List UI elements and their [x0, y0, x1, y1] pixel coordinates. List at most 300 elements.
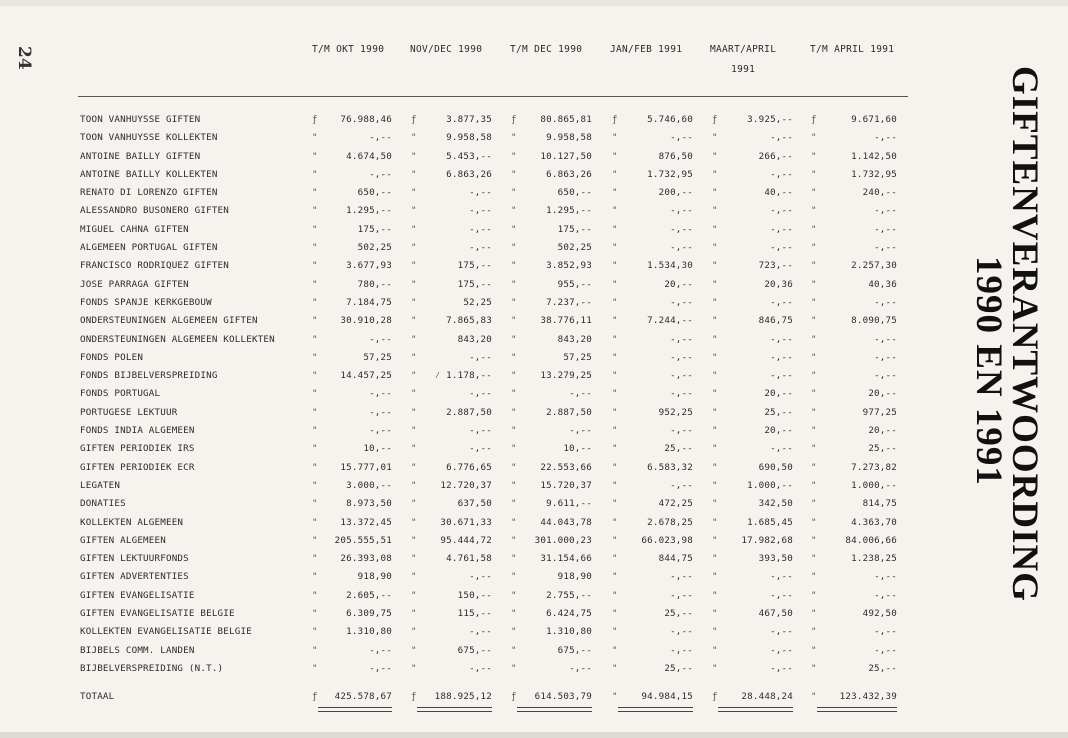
table-row — [0, 626, 1000, 644]
row-label: GIFTEN ADVERTENTIES — [80, 571, 189, 583]
cell-value: -,-- — [469, 662, 492, 674]
cell-value: -,-- — [670, 425, 693, 437]
row-label: FRANCISCO RODRIQUEZ GIFTEN — [80, 260, 230, 272]
cell-value: -,-- — [369, 168, 392, 180]
currency-mark: " — [411, 260, 417, 272]
cell-value: 1.310,80 — [546, 626, 592, 638]
table-row — [0, 663, 1000, 681]
cell-value: -,-- — [874, 223, 897, 235]
cell-value: 40,36 — [868, 278, 897, 290]
currency-mark: " — [712, 278, 718, 290]
cell-value: -,-- — [469, 425, 492, 437]
cell-value: 3.000,-- — [346, 479, 392, 491]
cell-value: 22.553,66 — [540, 461, 592, 473]
currency-mark: " — [411, 425, 417, 437]
currency-mark: " — [612, 187, 618, 199]
cell-value: 1.238,25 — [851, 553, 897, 565]
currency-mark: " — [811, 498, 817, 510]
cell-value: 10.127,50 — [540, 150, 592, 162]
currency-mark: " — [712, 187, 718, 199]
cell-value: 17.982,68 — [741, 534, 793, 546]
currency-mark: " — [612, 278, 618, 290]
cell-value: -,-- — [469, 443, 492, 455]
currency-mark: " — [411, 242, 417, 254]
currency-mark: " — [411, 516, 417, 528]
bottom-edge — [0, 732, 1068, 738]
cell-value: 843,20 — [457, 333, 492, 345]
currency-mark: " — [811, 479, 817, 491]
currency-mark: " — [612, 571, 618, 583]
cell-value: 675,-- — [457, 644, 492, 656]
cell-value: 502,25 — [357, 242, 392, 254]
currency-mark: " — [612, 132, 618, 144]
cell-value: -,-- — [670, 333, 693, 345]
currency-mark: " — [612, 205, 618, 217]
header-rule — [78, 96, 908, 97]
cell-value: 1.000,-- — [747, 479, 793, 491]
cell-value: 614.503,79 — [534, 691, 592, 703]
currency-mark: " — [811, 132, 817, 144]
cell-value: -,-- — [469, 351, 492, 363]
currency-mark: ƒ — [411, 691, 417, 703]
table-row — [0, 370, 1000, 388]
currency-mark: " — [511, 132, 517, 144]
cell-value: 13.372,45 — [340, 516, 392, 528]
cell-value: 9.958,58 — [546, 132, 592, 144]
currency-mark: " — [411, 388, 417, 400]
cell-value: -,-- — [874, 370, 897, 382]
currency-mark: " — [312, 132, 318, 144]
table-row — [0, 407, 1000, 425]
double-underline — [417, 707, 492, 712]
currency-mark: " — [411, 150, 417, 162]
currency-mark: ƒ — [712, 114, 718, 125]
cell-value: -,-- — [670, 223, 693, 235]
currency-mark: " — [411, 589, 417, 601]
currency-mark: " — [511, 534, 517, 546]
currency-mark: " — [712, 662, 718, 674]
currency-mark: " — [712, 260, 718, 272]
row-label: GIFTEN EVANGELISATIE BELGIE — [80, 608, 235, 620]
cell-value: -,-- — [369, 662, 392, 674]
cell-value: 2.887,50 — [546, 406, 592, 418]
currency-mark: " — [511, 662, 517, 674]
cell-value: 14.457,25 — [340, 370, 392, 382]
currency-mark: " — [411, 608, 417, 620]
cell-value: 175,-- — [457, 278, 492, 290]
currency-mark: " — [612, 516, 618, 528]
cell-value: 780,-- — [357, 278, 392, 290]
table-row — [0, 480, 1000, 498]
cell-value: 9.958,58 — [446, 132, 492, 144]
cell-value: 25,-- — [764, 406, 793, 418]
row-label: KOLLEKTEN ALGEMEEN — [80, 516, 184, 528]
cell-value: 955,-- — [557, 278, 592, 290]
currency-mark: " — [811, 388, 817, 400]
cell-value: 1.295,-- — [546, 205, 592, 217]
side-title-line-1: GIFTENVERANTWOORDING — [1004, 66, 1045, 602]
cell-value: -,-- — [874, 351, 897, 363]
table-row — [0, 443, 1000, 461]
cell-value: 1.310,80 — [346, 626, 392, 638]
row-label: FONDS PORTUGAL — [80, 388, 161, 400]
currency-mark: " — [312, 626, 318, 638]
currency-mark: " — [312, 443, 318, 455]
cell-value: 6.863,26 — [546, 168, 592, 180]
currency-mark: " — [511, 223, 517, 235]
cell-value: -,-- — [874, 333, 897, 345]
currency-mark: " — [511, 571, 517, 583]
currency-mark: " — [411, 296, 417, 308]
total-row — [0, 691, 1000, 709]
currency-mark: " — [411, 461, 417, 473]
cell-value: 7.237,-- — [546, 296, 592, 308]
currency-mark: " — [511, 626, 517, 638]
currency-mark: " — [511, 370, 517, 382]
currency-mark: " — [712, 333, 718, 345]
cell-value: -,-- — [770, 223, 793, 235]
cell-value: 57,25 — [363, 351, 392, 363]
currency-mark: " — [712, 425, 718, 437]
cell-value: 4.674,50 — [346, 150, 392, 162]
currency-mark: " — [612, 691, 618, 703]
currency-mark: " — [612, 351, 618, 363]
cell-value: -,-- — [770, 351, 793, 363]
currency-mark: " — [811, 626, 817, 638]
table-row — [0, 498, 1000, 516]
row-label: ALGEMEEN PORTUGAL GIFTEN — [80, 242, 218, 254]
currency-mark: " — [312, 260, 318, 272]
cell-value: 20,-- — [664, 278, 693, 290]
currency-mark: " — [511, 296, 517, 308]
currency-mark: " — [411, 370, 417, 382]
cell-value: -,-- — [670, 626, 693, 638]
cell-value: 76.988,46 — [340, 114, 392, 125]
row-label: RENATO DI LORENZO GIFTEN — [80, 187, 218, 199]
cell-value: 393,50 — [758, 553, 793, 565]
currency-mark: " — [312, 406, 318, 418]
cell-value: -,-- — [369, 406, 392, 418]
currency-mark: " — [811, 242, 817, 254]
row-label: GIFTEN EVANGELISATIE — [80, 589, 195, 601]
currency-mark: " — [411, 534, 417, 546]
cell-value: ⁄ 1.178,-- — [434, 370, 492, 382]
currency-mark: " — [811, 691, 817, 703]
cell-value: 9.611,-- — [546, 498, 592, 510]
currency-mark: ƒ — [712, 691, 718, 703]
cell-value: -,-- — [670, 296, 693, 308]
cell-value: -,-- — [874, 205, 897, 217]
cell-value: -,-- — [770, 242, 793, 254]
currency-mark: " — [511, 553, 517, 565]
cell-value: 2.755,-- — [546, 589, 592, 601]
currency-mark: " — [511, 425, 517, 437]
table-body — [0, 114, 1000, 710]
currency-mark: " — [312, 388, 318, 400]
cell-value: -,-- — [874, 589, 897, 601]
row-label: GIFTEN PERIODIEK IRS — [80, 443, 195, 455]
currency-mark: " — [511, 479, 517, 491]
row-label: GIFTEN LEKTUURFONDS — [80, 553, 189, 565]
cell-value: 9.671,60 — [851, 114, 897, 125]
table-row — [0, 462, 1000, 480]
cell-value: 650,-- — [357, 187, 392, 199]
cell-value: 15.720,37 — [540, 479, 592, 491]
cell-value: -,-- — [670, 644, 693, 656]
cell-value: 1.295,-- — [346, 205, 392, 217]
currency-mark: " — [712, 150, 718, 162]
cell-value: 38.776,11 — [540, 315, 592, 327]
currency-mark: " — [811, 168, 817, 180]
currency-mark: " — [811, 315, 817, 327]
cell-value: 690,50 — [758, 461, 793, 473]
currency-mark: " — [511, 168, 517, 180]
cell-value: 2.678,25 — [647, 516, 693, 528]
currency-mark: " — [712, 223, 718, 235]
table-row — [0, 114, 1000, 132]
currency-mark: " — [712, 168, 718, 180]
cell-value: -,-- — [874, 644, 897, 656]
cell-value: 6.424,75 — [546, 608, 592, 620]
currency-mark: " — [712, 626, 718, 638]
cell-value: 342,50 — [758, 498, 793, 510]
cell-value: 20,36 — [764, 278, 793, 290]
currency-mark: " — [612, 370, 618, 382]
cell-value: 57,25 — [563, 351, 592, 363]
cell-value: -,-- — [874, 626, 897, 638]
cell-value: 1.000,-- — [851, 479, 897, 491]
cell-value: -,-- — [670, 370, 693, 382]
double-underline — [318, 707, 392, 712]
currency-mark: " — [811, 223, 817, 235]
currency-mark: " — [511, 205, 517, 217]
cell-value: 175,-- — [557, 223, 592, 235]
cell-value: 52,25 — [463, 296, 492, 308]
cell-value: -,-- — [569, 388, 592, 400]
cell-value: 675,-- — [557, 644, 592, 656]
currency-mark: ƒ — [411, 114, 417, 125]
row-label: FONDS BIJBELVERSPREIDING — [80, 370, 218, 382]
column-header-tm-april-1991: T/M APRIL 1991 — [810, 44, 895, 55]
cell-value: 20,-- — [764, 388, 793, 400]
table-row — [0, 571, 1000, 589]
cell-value: 3.925,-- — [747, 114, 793, 125]
currency-mark: " — [411, 479, 417, 491]
currency-mark: " — [811, 571, 817, 583]
cell-value: 20,-- — [868, 388, 897, 400]
currency-mark: " — [811, 608, 817, 620]
currency-mark: " — [411, 187, 417, 199]
currency-mark: " — [511, 498, 517, 510]
cell-value: 25,-- — [664, 608, 693, 620]
currency-mark: " — [411, 223, 417, 235]
cell-value: 30.671,33 — [440, 516, 492, 528]
cell-value: 3.677,93 — [346, 260, 392, 272]
cell-value: 123.432,39 — [839, 691, 897, 703]
cell-value: 28.448,24 — [741, 691, 793, 703]
currency-mark: " — [612, 223, 618, 235]
currency-mark: " — [411, 406, 417, 418]
cell-value: 8.973,50 — [346, 498, 392, 510]
row-label: GIFTEN ALGEMEEN — [80, 534, 166, 546]
cell-value: -,-- — [770, 205, 793, 217]
currency-mark: " — [511, 443, 517, 455]
currency-mark: " — [312, 425, 318, 437]
table-row — [0, 425, 1000, 443]
currency-mark: " — [811, 278, 817, 290]
table-row — [0, 608, 1000, 626]
row-label: ALESSANDRO BUSONERO GIFTEN — [80, 205, 230, 217]
cell-value: 44.043,78 — [540, 516, 592, 528]
currency-mark: " — [712, 589, 718, 601]
cell-value: -,-- — [469, 205, 492, 217]
cell-value: -,-- — [369, 333, 392, 345]
currency-mark: " — [312, 589, 318, 601]
currency-mark: " — [612, 333, 618, 345]
cell-value: 205.555,51 — [334, 534, 392, 546]
currency-mark: " — [811, 589, 817, 601]
cell-value: -,-- — [770, 333, 793, 345]
side-title — [968, 66, 1045, 706]
cell-value: 200,-- — [658, 187, 693, 199]
cell-value: -,-- — [369, 132, 392, 144]
cell-value: -,-- — [770, 370, 793, 382]
cell-value: 94.984,15 — [641, 691, 693, 703]
currency-mark: ƒ — [811, 114, 817, 125]
row-label: FONDS SPANJE KERKGEBOUW — [80, 296, 212, 308]
cell-value: -,-- — [874, 296, 897, 308]
cell-value: 2.257,30 — [851, 260, 897, 272]
currency-mark: ƒ — [312, 691, 318, 703]
currency-mark: " — [411, 351, 417, 363]
table-row — [0, 352, 1000, 370]
row-label: DONATIES — [80, 498, 126, 510]
cell-value: 6.863,26 — [446, 168, 492, 180]
double-underline — [817, 707, 897, 712]
currency-mark: " — [811, 351, 817, 363]
table-row — [0, 205, 1000, 223]
cell-value: 3.852,93 — [546, 260, 592, 272]
table-row — [0, 334, 1000, 352]
currency-mark: " — [712, 553, 718, 565]
currency-mark: " — [312, 461, 318, 473]
currency-mark: " — [511, 461, 517, 473]
currency-mark: " — [511, 644, 517, 656]
cell-value: 188.925,12 — [434, 691, 492, 703]
currency-mark: " — [511, 608, 517, 620]
column-header-tm-dec-1990: T/M DEC 1990 — [510, 44, 583, 55]
cell-value: -,-- — [770, 132, 793, 144]
cell-value: 918,90 — [557, 571, 592, 583]
cell-value: 20,-- — [764, 425, 793, 437]
cell-value: -,-- — [874, 571, 897, 583]
currency-mark: " — [511, 388, 517, 400]
cell-value: 115,-- — [457, 608, 492, 620]
currency-mark: " — [612, 626, 618, 638]
currency-mark: " — [411, 644, 417, 656]
row-label: FONDS POLEN — [80, 351, 144, 363]
cell-value: 876,50 — [658, 150, 693, 162]
currency-mark: " — [712, 242, 718, 254]
cell-value: -,-- — [770, 662, 793, 674]
column-header-maart-april-1991: MAART/APRIL 1991 — [710, 44, 777, 75]
currency-mark: " — [312, 187, 318, 199]
currency-mark: " — [712, 644, 718, 656]
column-headers — [0, 44, 1000, 84]
currency-mark: " — [411, 443, 417, 455]
table-row — [0, 260, 1000, 278]
row-label: TOON VANHUYSSE GIFTEN — [80, 114, 201, 125]
row-label: FONDS INDIA ALGEMEEN — [80, 425, 195, 437]
currency-mark: " — [811, 370, 817, 382]
currency-mark: " — [312, 571, 318, 583]
currency-mark: " — [312, 223, 318, 235]
currency-mark: " — [712, 479, 718, 491]
row-label: GIFTEN PERIODIEK ECR — [80, 461, 195, 473]
column-header-jan-feb-1991: JAN/FEB 1991 — [610, 44, 683, 55]
currency-mark: " — [312, 644, 318, 656]
row-label: LEGATEN — [80, 479, 121, 491]
cell-value: -,-- — [874, 242, 897, 254]
currency-mark: " — [312, 608, 318, 620]
table-row — [0, 279, 1000, 297]
currency-mark: " — [411, 571, 417, 583]
currency-mark: " — [612, 608, 618, 620]
cell-value: 4.761,58 — [446, 553, 492, 565]
currency-mark: " — [811, 644, 817, 656]
cell-value: 31.154,66 — [540, 553, 592, 565]
currency-mark: " — [712, 534, 718, 546]
currency-mark: " — [712, 608, 718, 620]
currency-mark: " — [712, 571, 718, 583]
cell-value: 7.865,83 — [446, 315, 492, 327]
currency-mark: " — [511, 333, 517, 345]
row-label: ANTOINE BAILLY KOLLEKTEN — [80, 168, 218, 180]
cell-value: -,-- — [469, 626, 492, 638]
row-label: ANTOINE BAILLY GIFTEN — [80, 150, 201, 162]
cell-value: -,-- — [770, 443, 793, 455]
cell-value: 492,50 — [862, 608, 897, 620]
currency-mark: " — [612, 534, 618, 546]
currency-mark: " — [811, 443, 817, 455]
cell-value: 8.090,75 — [851, 315, 897, 327]
currency-mark: " — [612, 260, 618, 272]
cell-value: 4.363,70 — [851, 516, 897, 528]
cell-value: 637,50 — [457, 498, 492, 510]
currency-mark: " — [612, 498, 618, 510]
cell-value: 5.746,60 — [647, 114, 693, 125]
cell-value: 26.393,08 — [340, 553, 392, 565]
currency-mark: " — [712, 315, 718, 327]
cell-value: 977,25 — [862, 406, 897, 418]
side-title-line-2: 1990 EN 1991 — [968, 256, 1009, 486]
cell-value: 814,75 — [862, 498, 897, 510]
cell-value: 467,50 — [758, 608, 793, 620]
cell-value: 175,-- — [357, 223, 392, 235]
currency-mark: " — [712, 205, 718, 217]
currency-mark: " — [511, 278, 517, 290]
row-label: JOSE PARRAGA GIFTEN — [80, 278, 189, 290]
currency-mark: " — [511, 242, 517, 254]
page-number: 24 — [14, 46, 34, 70]
table-row — [0, 590, 1000, 608]
row-label: ONDERSTEUNINGEN ALGEMEEN GIFTEN — [80, 315, 258, 327]
row-label: BIJBELVERSPREIDING (N.T.) — [80, 662, 224, 674]
currency-mark: " — [811, 534, 817, 546]
currency-mark: " — [511, 589, 517, 601]
currency-mark: " — [411, 498, 417, 510]
row-label: TOON VANHUYSSE KOLLEKTEN — [80, 132, 218, 144]
